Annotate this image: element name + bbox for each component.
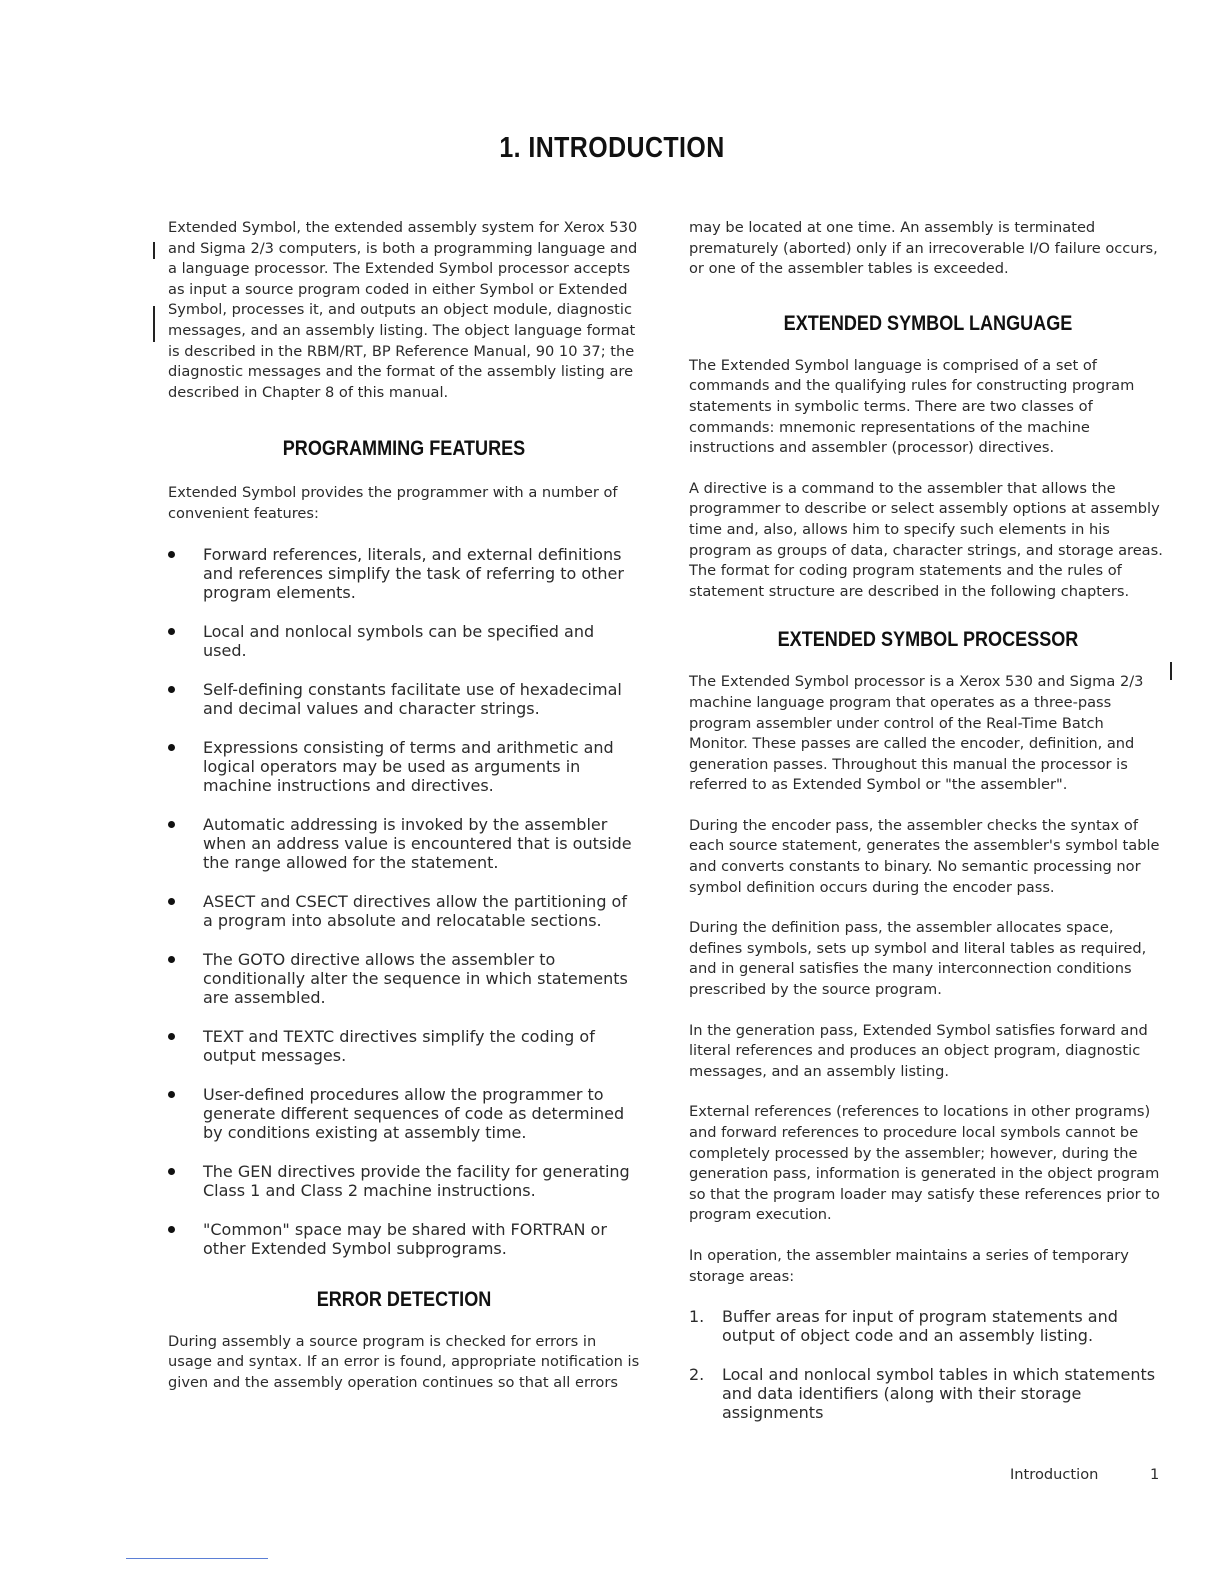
language-paragraph-1: The Extended Symbol language is comprised of a set of commands and the qualifying rules for constructing program statements in symbolic terms. There are two classes of commands: mnemonic representations of the machine instructions and assembler (processor) directives. (689, 356, 1135, 457)
list-item (168, 950, 640, 1007)
footer-section-label: Introduction (1010, 1466, 1099, 1483)
list-text: Buffer areas for input of program statements and output of object code and an assembly listing. (722, 1307, 1118, 1346)
intro-paragraph: Extended Symbol, the extended assembly system for Xerox 530 and Sigma 2/3 computers, is both a programming language and a language processor. The Extended Symbol processor accepts as input a source program coded in either Symbol or Extended Symbol, processes it, and outputs an object module, diagnostic messages, and an assembly listing. The object language format is described in the RBM/RT, BP Reference Manual, 90 10 37; the diagnostic messages and the format of the assembly listing are described in Chapter 8 of this manual. (168, 219, 638, 401)
list-item (168, 1027, 640, 1065)
change-bar (153, 306, 155, 342)
list-item (168, 680, 640, 718)
storage-area-list (689, 1307, 1167, 1422)
feature-text: TEXT and TEXTC directives simplify the coding of output messages. (203, 1026, 595, 1065)
list-item (168, 622, 640, 660)
extended-symbol-language-heading: EXTENDED SYMBOL LANGUAGE (783, 311, 1073, 335)
list-item (689, 1365, 1167, 1422)
feature-list (168, 545, 640, 1258)
processor-paragraph-3: During the definition pass, the assembler allocates space, defines symbols, sets up symbol and literal tables as required, and in general satisfies the many interconnection conditions prescribed by the source program. (689, 919, 1147, 999)
bullet-icon (168, 1168, 175, 1175)
bullet-icon (168, 1226, 175, 1233)
processor-paragraph-5: External references (references to locations in other programs) and forward references to procedure local symbols cannot be completely processed by the assembler; however, during the generation pass, information is generated in the object program so that the program loader may satisfy these references prior to program execution. (689, 1103, 1160, 1224)
feature-text: Automatic addressing is invoked by the assembler when an address value is encountered that is outside the range allowed for the statement. (203, 814, 632, 872)
list-item (168, 892, 640, 930)
bullet-icon (168, 956, 175, 963)
processor-paragraph-1: The Extended Symbol processor is a Xerox 530 and Sigma 2/3 machine language program that operates as a three-pass program assembler under control of the Real-Time Batch Monitor. These passes are called the encoder, definition, and generation passes. Throughout this manual the processor is referred to as Extended Symbol or "the assembler". (689, 673, 1144, 794)
list-item (168, 815, 640, 872)
feature-text: The GEN directives provide the facility for generating Class 1 and Class 2 machine instructions. (203, 1161, 630, 1200)
list-number: 1. (689, 1307, 705, 1327)
bullet-icon (168, 628, 175, 635)
feature-text: "Common" space may be shared with FORTRAN or other Extended Symbol subprograms. (203, 1219, 607, 1258)
list-number: 2. (689, 1365, 705, 1385)
feature-text: ASECT and CSECT directives allow the partitioning of a program into absolute and relocatable sections. (203, 891, 627, 930)
left-column (168, 218, 640, 1393)
feature-text: Self-defining constants facilitate use of hexadecimal and decimal values and character strings. (203, 679, 622, 718)
list-item (168, 1162, 640, 1200)
list-item (689, 1307, 1167, 1345)
list-item (168, 738, 640, 795)
list-text: Local and nonlocal symbol tables in which statements and data identifiers (along with their storage assignments (722, 1365, 1156, 1423)
processor-paragraph-2: During the encoder pass, the assembler checks the syntax of each source statement, generates the assembler's symbol table and converts constants to binary. No semantic processing nor symbol definition occurs during the encoder pass. (689, 816, 1160, 896)
feature-text: Local and nonlocal symbols can be specified and used. (203, 621, 595, 660)
error-detection-heading: ERROR DETECTION (316, 1287, 492, 1311)
processor-paragraph-4: In the generation pass, Extended Symbol satisfies forward and literal references and produces an object program, diagnostic messages, and an assembly listing. (689, 1021, 1148, 1080)
change-bar (153, 242, 155, 259)
page-number: 1 (1150, 1466, 1160, 1483)
change-bar (1170, 662, 1172, 680)
continuation-paragraph: may be located at one time. An assembly is terminated prematurely (aborted) only if an irrecoverable I/O failure occurs, or one of the assembler tables is exceeded. (689, 219, 1158, 278)
page-title: 1. INTRODUCTION (499, 132, 725, 164)
error-detection-paragraph: During assembly a source program is checked for errors in usage and syntax. If an error is found, appropriate notification is given and the assembly operation continues so that all errors (168, 1332, 640, 1391)
bottom-rule (126, 1558, 268, 1559)
processor-paragraph-6: In operation, the assembler maintains a series of temporary storage areas: (689, 1246, 1129, 1285)
feature-text: User-defined procedures allow the programmer to generate different sequences of code as determined by conditions existing at assembly time. (203, 1084, 625, 1142)
list-item (168, 545, 640, 602)
extended-symbol-processor-heading: EXTENDED SYMBOL PROCESSOR (777, 628, 1079, 652)
list-item (168, 1220, 640, 1258)
bullet-icon (168, 1033, 175, 1040)
feature-text: Expressions consisting of terms and arithmetic and logical operators may be used as arguments in machine instructions and directives. (203, 737, 614, 795)
feature-text: Forward references, literals, and external definitions and references simplify the task of referring to other program elements. (203, 544, 624, 602)
list-item (168, 1085, 640, 1142)
bullet-icon (168, 744, 175, 751)
language-paragraph-2: A directive is a command to the assembler that allows the programmer to describe or select assembly options at assembly time and, also, allows him to specify such elements in his program as groups of data, character strings, and storage areas. The format for coding program statements and the rules of statement structure are described in the following chapters. (689, 479, 1163, 600)
feature-text: The GOTO directive allows the assembler to conditionally alter the sequence in which statements are assembled. (203, 949, 628, 1007)
bullet-icon (168, 551, 175, 558)
bullet-icon (168, 1091, 175, 1098)
bullet-icon (168, 898, 175, 905)
programming-intro: Extended Symbol provides the programmer with a number of convenient features: (168, 484, 618, 522)
bullet-icon (168, 821, 175, 828)
bullet-icon (168, 686, 175, 693)
right-column (689, 218, 1167, 1442)
programming-features-heading: PROGRAMMING FEATURES (282, 437, 526, 461)
